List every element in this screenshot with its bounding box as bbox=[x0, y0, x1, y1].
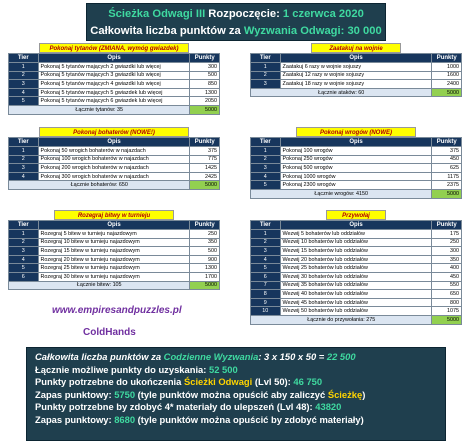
cell-pts: 650 bbox=[432, 290, 462, 299]
cell-desc: Rozegraj 25 bitew w turnieju najazdowym bbox=[38, 264, 190, 273]
header-row bbox=[251, 221, 462, 230]
table-row bbox=[9, 71, 220, 80]
panel-heroes bbox=[8, 127, 220, 190]
cell-tier: 1 bbox=[9, 147, 39, 156]
cell-desc: Pokonaj 250 wrogów bbox=[280, 155, 432, 164]
header-row bbox=[9, 138, 220, 147]
total-row bbox=[9, 105, 220, 114]
table-row bbox=[251, 181, 462, 190]
cell-tier: 2 bbox=[9, 155, 39, 164]
cell-pts: 250 bbox=[190, 230, 220, 239]
cell-desc: Zaatakuj 6 razy w wojnie sojuszy bbox=[280, 63, 432, 72]
cell-tier: 1 bbox=[251, 230, 281, 239]
table-row bbox=[9, 97, 220, 106]
page-header bbox=[86, 3, 386, 41]
table-row bbox=[251, 63, 462, 72]
col-desc: Opis bbox=[38, 54, 190, 63]
cell-tier: 10 bbox=[251, 307, 281, 316]
total-value: 5000 bbox=[190, 181, 220, 190]
table-row bbox=[9, 255, 220, 264]
col-desc: Opis bbox=[38, 138, 190, 147]
summary-line-reserve-2: Zapas punktowy: 8680 (tyle punktów można opuścić by zdobyć materiały) bbox=[35, 413, 364, 425]
cell-desc: Zaatakuj 12 razy w wojnie sojuszy bbox=[280, 71, 432, 80]
table-row bbox=[9, 172, 220, 181]
header-line-2: Całkowita liczba punktów za Wyzwania Odwagi: 30 000 bbox=[90, 25, 382, 37]
col-tier: Tier bbox=[251, 54, 281, 63]
cell-tier: 1 bbox=[9, 230, 39, 239]
panel-title: Przywołaj bbox=[326, 210, 386, 220]
total-label: Łącznie tytanów: 35 bbox=[9, 105, 190, 114]
cell-desc: Wezwij 20 bohaterów lub oddziałów bbox=[280, 255, 432, 264]
cell-desc: Wezwij 50 bohaterów lub oddziałów bbox=[280, 307, 432, 316]
cell-tier: 2 bbox=[251, 155, 281, 164]
rewards-table bbox=[250, 137, 462, 199]
table-row bbox=[9, 88, 220, 97]
cell-tier: 5 bbox=[251, 181, 281, 190]
cell-desc: Pokonaj 5 tytanów mających 5 gwiazdek lub więcej bbox=[38, 88, 190, 97]
header-line-1: Ścieżka Odwagi III Rozpoczęcie: 1 czerwca 2020 bbox=[108, 8, 364, 20]
cell-desc: Pokonaj 200 wrogich bohaterów w najazdach bbox=[38, 164, 190, 173]
total-value: 5000 bbox=[190, 105, 220, 114]
table-row bbox=[251, 230, 462, 239]
cell-desc: Rozegraj 10 bitew w turnieju najazdowym bbox=[38, 238, 190, 247]
cell-tier: 3 bbox=[9, 164, 39, 173]
total-value: 5000 bbox=[190, 281, 220, 290]
cell-tier: 6 bbox=[251, 272, 281, 281]
col-desc: Opis bbox=[280, 138, 432, 147]
panel-attacks bbox=[250, 43, 462, 97]
cell-pts: 625 bbox=[432, 164, 462, 173]
cell-desc: Pokonaj 50 wrogich bohaterów w najazdach bbox=[38, 147, 190, 156]
cell-pts: 300 bbox=[432, 247, 462, 256]
cell-desc: Wezwij 30 bohaterów lub oddziałów bbox=[280, 272, 432, 281]
col-tier: Tier bbox=[9, 221, 39, 230]
cell-desc: Pokonaj 5 tytanów mających 6 gwiazdek lub więcej bbox=[38, 97, 190, 106]
rewards-table bbox=[250, 220, 462, 325]
col-pts: Punkty bbox=[432, 138, 462, 147]
cell-tier: 2 bbox=[9, 71, 39, 80]
rewards-table bbox=[8, 137, 220, 190]
table-row bbox=[251, 247, 462, 256]
cell-desc: Rozegraj 5 bitew w turnieju najazdowym bbox=[38, 230, 190, 239]
header-row bbox=[9, 221, 220, 230]
cell-pts: 300 bbox=[190, 63, 220, 72]
author-label: ColdHands bbox=[83, 327, 136, 338]
panel-title: Zaatakuj na wojnie bbox=[311, 43, 401, 53]
cell-pts: 375 bbox=[432, 147, 462, 156]
cell-pts: 375 bbox=[190, 147, 220, 156]
cell-desc: Wezwij 40 bohaterów lub oddziałów bbox=[280, 290, 432, 299]
table-row bbox=[251, 264, 462, 273]
cell-tier: 4 bbox=[9, 255, 39, 264]
cell-pts: 450 bbox=[432, 155, 462, 164]
col-tier: Tier bbox=[9, 138, 39, 147]
cell-desc: Zaatakuj 18 razy w wojnie sojuszy bbox=[280, 80, 432, 89]
cell-tier: 1 bbox=[251, 63, 281, 72]
cell-pts: 900 bbox=[190, 255, 220, 264]
cell-desc: Wezwij 15 bohaterów lub oddziałów bbox=[280, 247, 432, 256]
total-label: Łącznie bitew: 105 bbox=[9, 281, 190, 290]
header-row bbox=[251, 138, 462, 147]
total-row bbox=[251, 315, 462, 324]
total-label: Łącznie bohaterów: 650 bbox=[9, 181, 190, 190]
rewards-table bbox=[8, 220, 220, 290]
header-row bbox=[9, 54, 220, 63]
total-row bbox=[251, 88, 462, 97]
table-row bbox=[251, 272, 462, 281]
cell-desc: Pokonaj 100 wrogich bohaterów w najazdach bbox=[38, 155, 190, 164]
total-row bbox=[9, 281, 220, 290]
table-row bbox=[251, 80, 462, 89]
table-row bbox=[251, 255, 462, 264]
cell-pts: 2425 bbox=[190, 172, 220, 181]
total-value: 5000 bbox=[432, 88, 462, 97]
header-row bbox=[251, 54, 462, 63]
cell-desc: Pokonaj 5 tytanów mających 4 gwiazdki lub więcej bbox=[38, 80, 190, 89]
table-row bbox=[9, 80, 220, 89]
site-link[interactable]: www.empiresandpuzzles.pl bbox=[52, 305, 182, 316]
table-row bbox=[251, 155, 462, 164]
cell-pts: 450 bbox=[432, 272, 462, 281]
rewards-table bbox=[250, 53, 462, 97]
panel-tournament bbox=[8, 210, 220, 290]
total-label: Łącznie wrogów: 4150 bbox=[251, 189, 432, 198]
cell-tier: 4 bbox=[9, 88, 39, 97]
table-row bbox=[9, 238, 220, 247]
cell-tier: 3 bbox=[9, 247, 39, 256]
cell-pts: 175 bbox=[432, 230, 462, 239]
panel-title: Pokonaj bohaterów (NOWE!) bbox=[39, 127, 189, 137]
col-tier: Tier bbox=[9, 54, 39, 63]
col-pts: Punkty bbox=[190, 54, 220, 63]
cell-pts: 500 bbox=[190, 247, 220, 256]
col-pts: Punkty bbox=[432, 54, 462, 63]
cell-tier: 9 bbox=[251, 298, 281, 307]
cell-pts: 775 bbox=[190, 155, 220, 164]
cell-pts: 500 bbox=[190, 71, 220, 80]
total-label: Łącznie do przywołania: 275 bbox=[251, 315, 432, 324]
cell-desc: Wezwij 45 bohaterów lub oddziałów bbox=[280, 298, 432, 307]
table-row bbox=[9, 147, 220, 156]
cell-tier: 2 bbox=[9, 238, 39, 247]
cell-tier: 2 bbox=[251, 71, 281, 80]
summary-line-total: Łącznie możliwe punkty do uzyskania: 52 500 bbox=[35, 363, 238, 375]
cell-tier: 6 bbox=[9, 272, 39, 281]
table-row bbox=[9, 230, 220, 239]
cell-tier: 5 bbox=[9, 264, 39, 273]
cell-pts: 350 bbox=[190, 238, 220, 247]
total-row bbox=[9, 181, 220, 190]
cell-desc: Wezwij 5 bohaterów lub oddziałów bbox=[280, 230, 432, 239]
total-value: 5000 bbox=[432, 189, 462, 198]
cell-tier: 8 bbox=[251, 290, 281, 299]
cell-pts: 1600 bbox=[432, 71, 462, 80]
cell-pts: 1425 bbox=[190, 164, 220, 173]
cell-desc: Wezwij 10 bohaterów lub oddziałów bbox=[280, 238, 432, 247]
cell-desc: Pokonaj 5 tytanów mających 2 gwiazdki lub więcej bbox=[38, 63, 190, 72]
cell-desc: Wezwij 35 bohaterów lub oddziałów bbox=[280, 281, 432, 290]
table-row bbox=[9, 155, 220, 164]
cell-tier: 1 bbox=[251, 147, 281, 156]
cell-pts: 1075 bbox=[432, 307, 462, 316]
table-row bbox=[9, 272, 220, 281]
cell-tier: 1 bbox=[9, 63, 39, 72]
cell-pts: 250 bbox=[432, 238, 462, 247]
cell-desc: Pokonaj 300 wrogich bohaterów w najazdach bbox=[38, 172, 190, 181]
cell-pts: 2375 bbox=[432, 181, 462, 190]
panel-title: Pokonaj wrogów (NOWE) bbox=[296, 127, 416, 137]
panel-summon bbox=[250, 210, 462, 325]
table-row bbox=[9, 164, 220, 173]
table-row bbox=[251, 307, 462, 316]
cell-tier: 7 bbox=[251, 281, 281, 290]
cell-desc: Wezwij 25 bohaterów lub oddziałów bbox=[280, 264, 432, 273]
cell-pts: 1175 bbox=[432, 172, 462, 181]
summary-line-needed: Punkty potrzebne do ukończenia Ścieżki Odwagi (Lvl 50): 46 750 bbox=[35, 376, 323, 388]
table-row bbox=[251, 281, 462, 290]
col-tier: Tier bbox=[251, 221, 281, 230]
cell-pts: 1300 bbox=[190, 264, 220, 273]
cell-desc: Rozegraj 15 bitew w turnieju najazdowym bbox=[38, 247, 190, 256]
cell-tier: 3 bbox=[9, 80, 39, 89]
col-desc: Opis bbox=[280, 54, 432, 63]
cell-tier: 2 bbox=[251, 238, 281, 247]
table-row bbox=[9, 247, 220, 256]
cell-pts: 1700 bbox=[190, 272, 220, 281]
cell-tier: 3 bbox=[251, 80, 281, 89]
table-row bbox=[9, 63, 220, 72]
table-row bbox=[251, 71, 462, 80]
table-row bbox=[251, 298, 462, 307]
cell-pts: 2400 bbox=[432, 80, 462, 89]
panel-title: Rozegraj bitwy w turnieju bbox=[54, 210, 174, 220]
cell-tier: 4 bbox=[251, 172, 281, 181]
cell-desc: Pokonaj 2300 wrogów bbox=[280, 181, 432, 190]
panel-title: Pokonaj tytanów (ZMIANA, wymóg gwiazdek) bbox=[39, 43, 189, 53]
summary-box bbox=[26, 347, 446, 441]
cell-desc: Pokonaj 500 wrogów bbox=[280, 164, 432, 173]
panel-titans bbox=[8, 43, 220, 115]
cell-tier: 4 bbox=[9, 172, 39, 181]
cell-desc: Pokonaj 1000 wrogów bbox=[280, 172, 432, 181]
cell-desc: Pokonaj 100 wrogów bbox=[280, 147, 432, 156]
cell-pts: 400 bbox=[432, 264, 462, 273]
cell-tier: 4 bbox=[251, 255, 281, 264]
col-pts: Punkty bbox=[432, 221, 462, 230]
cell-tier: 5 bbox=[9, 97, 39, 106]
cell-desc: Rozegraj 30 bitew w turnieju najazdowym bbox=[38, 272, 190, 281]
cell-pts: 800 bbox=[432, 298, 462, 307]
col-desc: Opis bbox=[38, 221, 190, 230]
cell-tier: 3 bbox=[251, 164, 281, 173]
cell-desc: Pokonaj 5 tytanów mających 3 gwiazdki lub więcej bbox=[38, 71, 190, 80]
cell-tier: 3 bbox=[251, 247, 281, 256]
cell-pts: 1000 bbox=[432, 63, 462, 72]
panel-enemies bbox=[250, 127, 462, 199]
table-row bbox=[251, 290, 462, 299]
table-row bbox=[251, 164, 462, 173]
rewards-table bbox=[8, 53, 220, 115]
cell-pts: 850 bbox=[190, 80, 220, 89]
total-value: 5000 bbox=[432, 315, 462, 324]
summary-line-reserve-1: Zapas punktowy: 5750 (tyle punktów można opuścić aby zaliczyć Ścieżkę) bbox=[35, 388, 366, 400]
summary-line-materials: Punkty potrzebne by zdobyć 4* materiały do ulepszeń (Lvl 48): 43820 bbox=[35, 401, 342, 413]
table-row bbox=[251, 172, 462, 181]
col-pts: Punkty bbox=[190, 221, 220, 230]
col-desc: Opis bbox=[280, 221, 432, 230]
cell-pts: 550 bbox=[432, 281, 462, 290]
table-row bbox=[251, 147, 462, 156]
total-row bbox=[251, 189, 462, 198]
col-tier: Tier bbox=[251, 138, 281, 147]
table-row bbox=[9, 264, 220, 273]
table-row bbox=[251, 238, 462, 247]
cell-pts: 1300 bbox=[190, 88, 220, 97]
total-label: Łącznie ataków: 60 bbox=[251, 88, 432, 97]
cell-tier: 5 bbox=[251, 264, 281, 273]
cell-pts: 2050 bbox=[190, 97, 220, 106]
col-pts: Punkty bbox=[190, 138, 220, 147]
cell-pts: 350 bbox=[432, 255, 462, 264]
cell-desc: Rozegraj 20 bitew w turnieju najazdowym bbox=[38, 255, 190, 264]
summary-line-daily: Całkowita liczba punktów za Codzienne Wyzwania: 3 x 150 x 50 = 22 500 bbox=[35, 351, 356, 362]
